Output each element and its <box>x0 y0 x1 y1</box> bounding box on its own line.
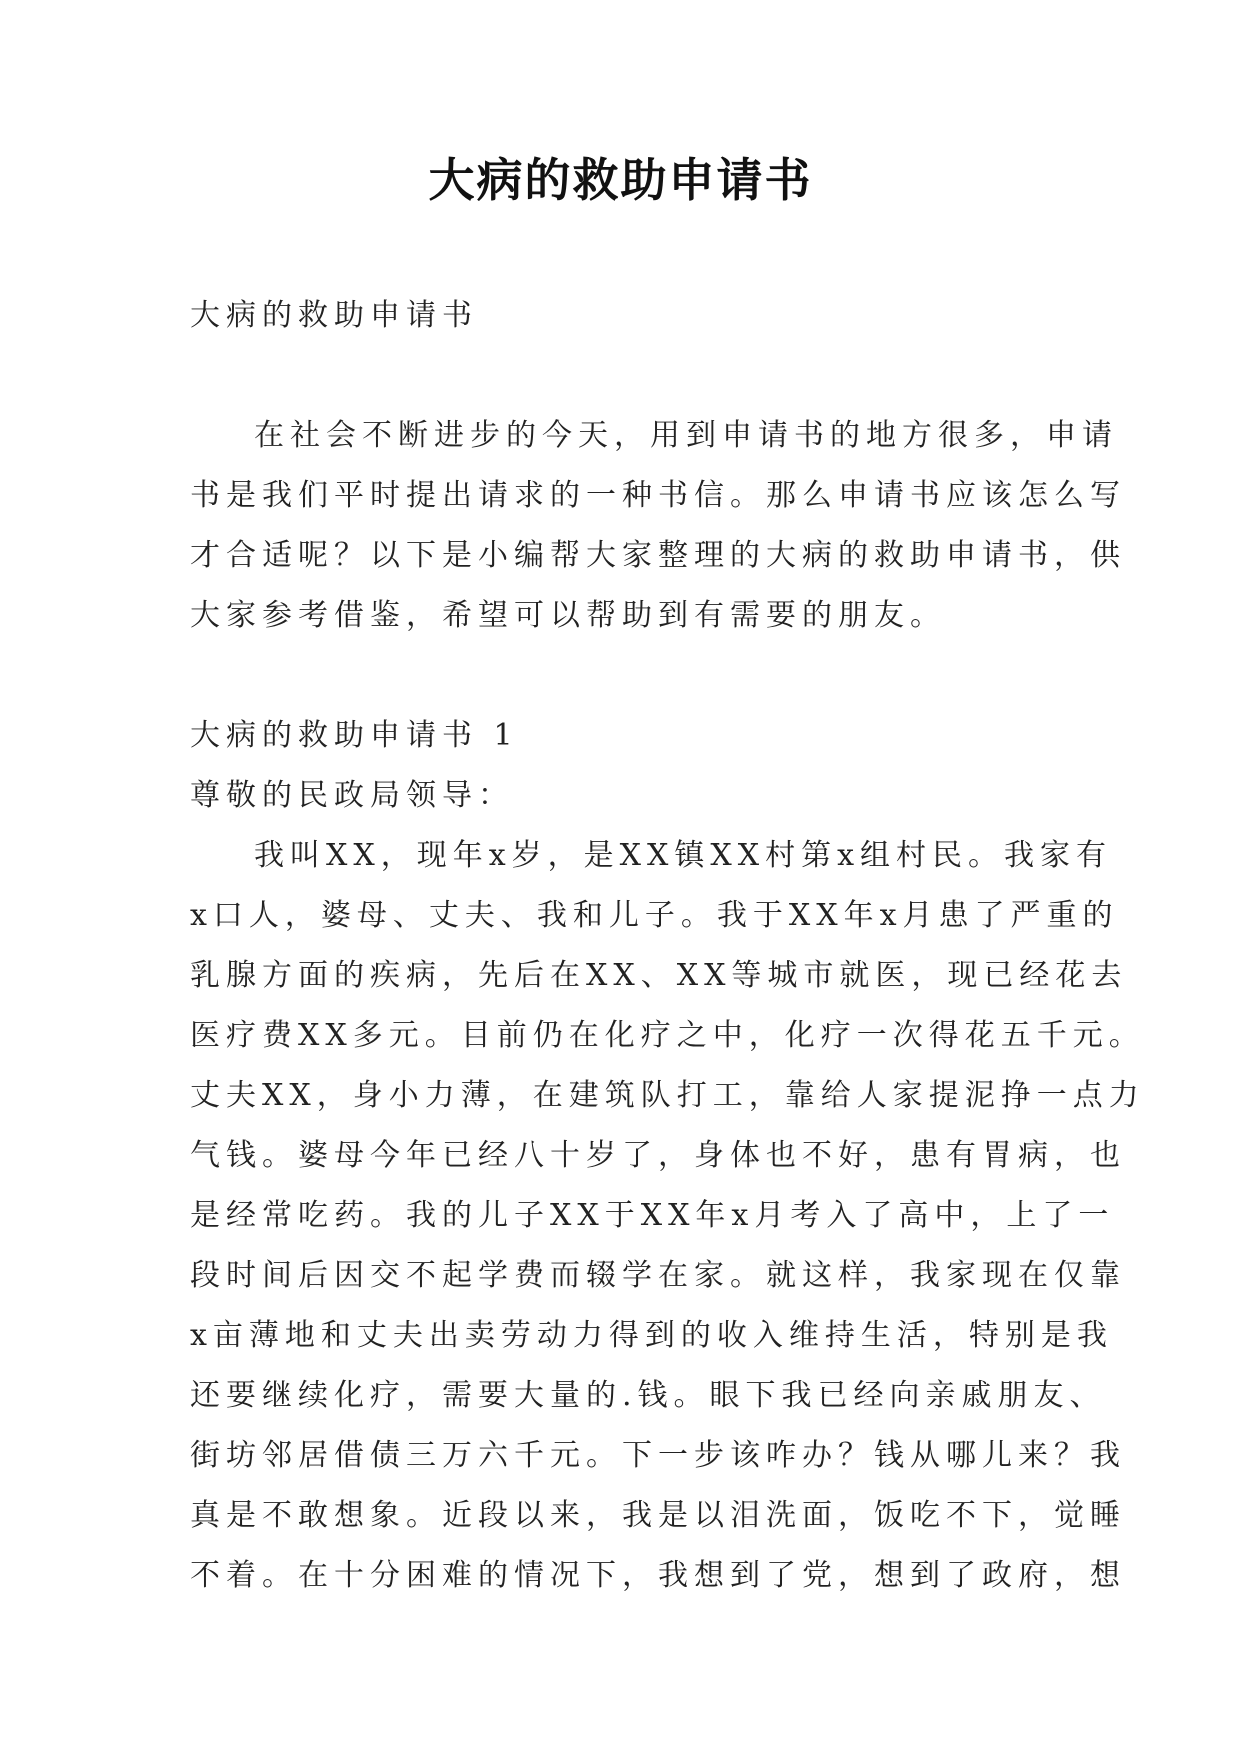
intro-line: 大家参考借鉴，希望可以帮助到有需要的朋友。 <box>190 598 946 633</box>
paragraph-spacer <box>190 346 1050 406</box>
body-line: 真是不敢想象。近段以来，我是以泪洗面，饭吃不下，觉睡 <box>190 1498 1126 1533</box>
body-line: 不着。在十分困难的情况下，我想到了党，想到了政府，想 <box>190 1558 1126 1593</box>
intro-line: 才合适呢？以下是小编帮大家整理的大病的救助申请书，供 <box>190 538 1126 573</box>
body-line: x口人，婆母、丈夫、我和儿子。我于XX年x月患了严重的 <box>190 898 1119 933</box>
salutation: 尊敬的民政局领导： <box>190 778 514 813</box>
document-title: 大病的救助申请书 <box>428 153 813 207</box>
intro-line: 书是我们平时提出请求的一种书信。那么申请书应该怎么写 <box>190 478 1126 513</box>
body-line: 我叫XX，现年x岁，是XX镇XX村第x组村民。我家有 <box>254 838 1112 873</box>
body-line: x亩薄地和丈夫出卖劳动力得到的收入维持生活，特别是我 <box>190 1318 1113 1353</box>
body-line: 气钱。婆母今年已经八十岁了，身体也不好，患有胃病，也 <box>190 1138 1126 1173</box>
body-line: 街坊邻居借债三万六千元。下一步该咋办？钱从哪儿来？我 <box>190 1438 1126 1473</box>
document-body <box>190 286 1145 1606</box>
body-line: 乳腺方面的疾病，先后在XX、XX等城市就医，现已经花去 <box>190 958 1128 993</box>
intro-paragraph <box>190 406 1126 646</box>
document-subtitle: 大病的救助申请书 <box>190 298 478 333</box>
body-line: 是经常吃药。我的儿子XX于XX年x月考入了高中，上了一 <box>190 1198 1115 1233</box>
letter-body-paragraph <box>190 826 1145 1606</box>
body-line: 医疗费XX多元。目前仍在化疗之中，化疗一次得花五千元。 <box>190 1018 1145 1053</box>
body-line: 还要继续化疗，需要大量的.钱。眼下我已经向亲戚朋友、 <box>190 1378 1106 1413</box>
intro-line: 在社会不断进步的今天，用到申请书的地方很多，申请 <box>254 418 1118 453</box>
paragraph-spacer <box>190 646 1050 706</box>
section-heading: 大病的救助申请书 1 <box>190 718 519 753</box>
body-line: 丈夫XX，身小力薄，在建筑队打工，靠给人家提泥挣一点力 <box>190 1078 1145 1113</box>
body-line: 段时间后因交不起学费而辍学在家。就这样，我家现在仅靠 <box>190 1258 1126 1293</box>
